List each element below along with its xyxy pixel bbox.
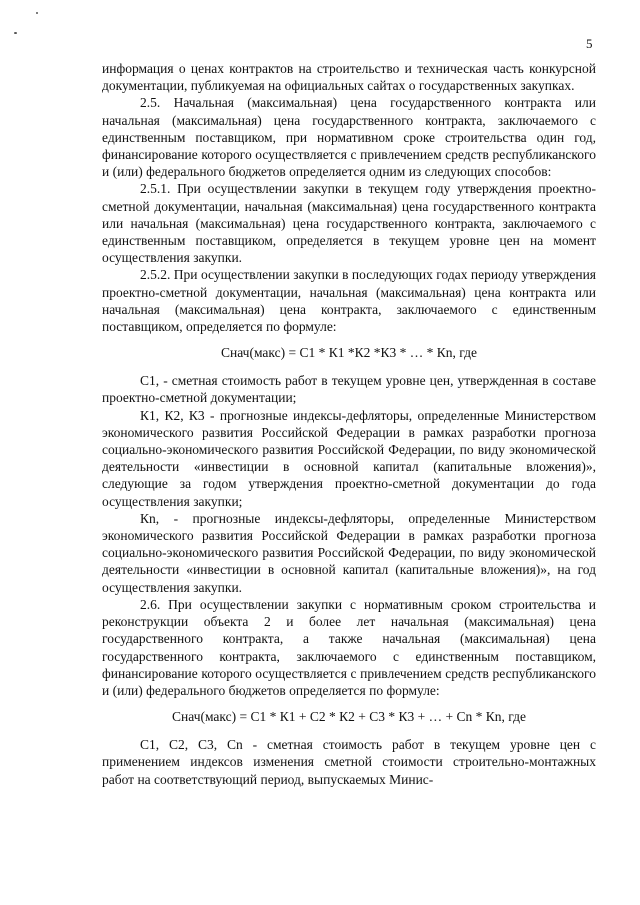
paragraph-2-6: 2.6. При осуществлении закупки с нормативным сроком строительства и реконструкции объекта 2 и более лет начальная (максимальная) цена государственного контракта, а также начальная (максимальная) цена государственного контракта, заключаемого с единственным поставщиком, финансирование которого осуществляется с привлечением средств республиканского и (или) федерального бюджетов определяется по формуле:	[102, 596, 596, 698]
paragraph-2-5-2: 2.5.2. При осуществлении закупки в последующих годах периоду утверждения проектно-сметной документации, начальная (максимальная) цена контракта или начальная (максимальная) цена контракта, заключаемого с единственным поставщиком, определяется по формуле:	[102, 267, 596, 335]
paragraph-2-5-1: 2.5.1. При осуществлении закупки в текущем году утверждения проектно-сметной документации, начальная (максимальная) цена государственного контракта или начальная (максимальная) цена государственного контракта, заключаемого с единственным поставщиком, определяется в текущем уровне цен на момент осуществления закупки.	[102, 181, 596, 266]
paragraph-c1-definition: С1, - сметная стоимость работ в текущем уровне цен, утвержденная в составе проектно-сметной документации;	[102, 373, 596, 406]
page-number: 5	[586, 36, 593, 51]
paragraph-cn-definition: С1, С2, С3, Сn - сметная стоимость работ в текущем уровне цен с применением индексов изменения сметной стоимости строительно-монтажных работ на соответствующий период, выпускаемых Минис-	[102, 737, 596, 787]
paragraph-k-definition: К1, К2, К3 - прогнозные индексы-дефляторы, определенные Министерством экономического развития Российской Федерации в рамках разработки прогноза социально-экономического развития Российской Федерации, по виду экономической деятельности «инвестиции в основной капитал (капитальные вложения)», следующие за годом утверждения проектно-сметной документации до года осуществления закупки;	[102, 407, 596, 509]
document-body	[102, 60, 596, 788]
paragraph-2-5: 2.5. Начальная (максимальная) цена государственного контракта или начальная (максимальная) цена государственного контракта, заключаемого с единственным поставщиком, при нормативном сроке строительства один год, финансирование которого осуществляется с привлечением средств республиканского и (или) федерального бюджетов определяется одним из следующих способов:	[102, 95, 596, 180]
scan-artifact	[36, 12, 38, 14]
formula-1: Снач(макс) = С1 * К1 *К2 *К3 * … * Кn, где	[221, 345, 477, 361]
scan-artifact	[14, 32, 17, 34]
formula-2: Снач(макс) = С1 * К1 + С2 * К2 + С3 * К3 + … + Сn * Кn, где	[172, 709, 526, 725]
paragraph-kn-definition: Кn, - прогнозные индексы-дефляторы, определенные Министерством экономического развития Российской Федерации в рамках разработки прогноза социально-экономического развития Российской Федерации, по виду экономической деятельности «инвестиции в основной капитал (капитальные вложения)», на год осуществления закупки.	[102, 510, 596, 595]
paragraph-continuation: информация о ценах контрактов на строительство и техническая часть конкурсной документации, публикуемая на официальных сайтах о государственных закупках.	[102, 61, 596, 94]
